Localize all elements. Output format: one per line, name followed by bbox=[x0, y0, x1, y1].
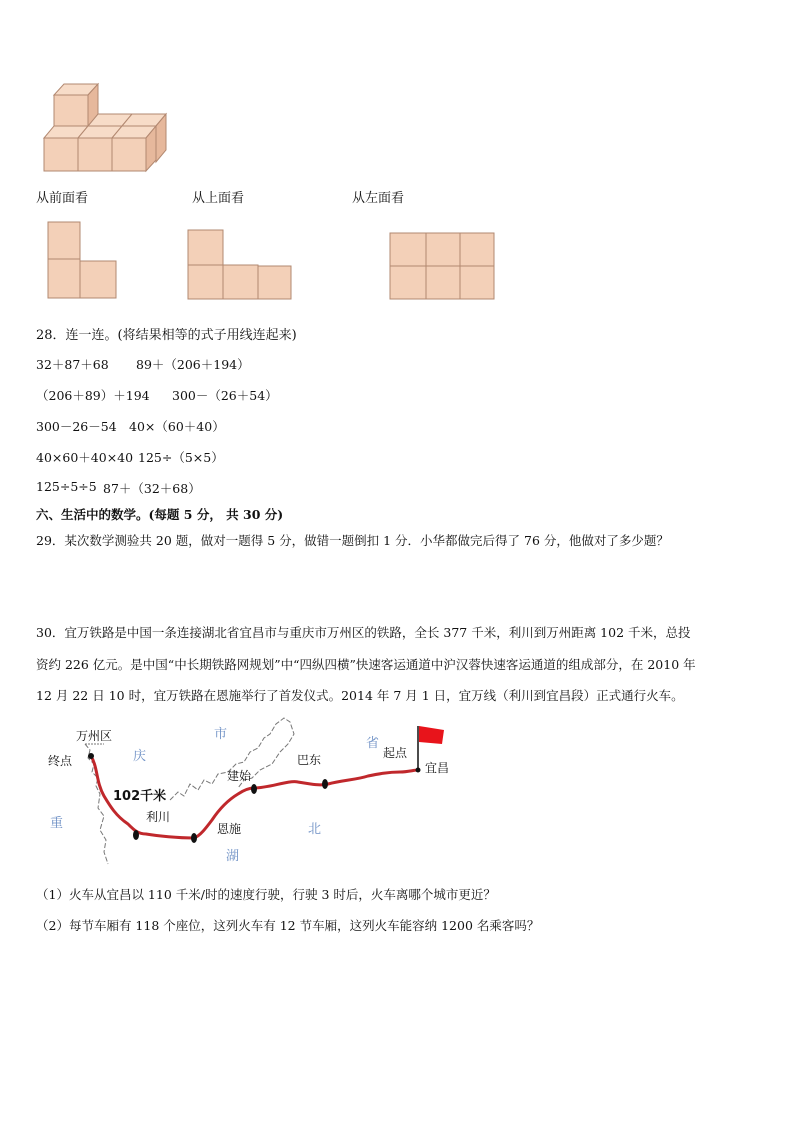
map-label-jianshi: 建始 bbox=[227, 769, 252, 783]
map-label-endpoint: 终点 bbox=[48, 754, 73, 768]
section-6-heading: 六、生活中的数学。(每题 5 分， 共 30 分) bbox=[36, 507, 284, 522]
cube-stack-figure bbox=[0, 0, 794, 200]
station-badong-dot bbox=[322, 779, 328, 789]
q28-right-3: 40×（60＋40） bbox=[129, 419, 225, 434]
map-label-wanzhou: 万州区 bbox=[76, 729, 113, 743]
map-label-lichuan: 利川 bbox=[146, 810, 171, 824]
q29-text: 29．某次数学测验共 20 题，做对一题得 5 分，做错一题倒扣 1 分．小华都做完后得了 76 分，他做对了多少题？ bbox=[36, 533, 669, 548]
boundary-left bbox=[85, 744, 108, 864]
view-top-drawing bbox=[150, 200, 350, 320]
station-lichuan-dot bbox=[133, 830, 139, 840]
q28-right-4: 125÷（5×5） bbox=[138, 450, 224, 465]
boundary-right bbox=[170, 718, 294, 800]
map-label-badong: 巴东 bbox=[297, 753, 322, 767]
view-label-front: 从前面看 bbox=[36, 191, 89, 206]
map-label-hu: 湖 bbox=[226, 849, 240, 864]
view-left-drawing bbox=[350, 200, 550, 320]
q30-sub2: （2）每节车厢有 118 个座位，这列火车有 12 节车厢，这列火车能容纳 1200 名乘客吗？ bbox=[36, 918, 540, 933]
flag-icon bbox=[419, 726, 444, 744]
view-label-top: 从上面看 bbox=[192, 191, 245, 206]
q28-left-1: 32＋87＋68 bbox=[36, 357, 109, 372]
q28-title: 28．连一连。(将结果相等的式子用线连起来) bbox=[36, 328, 297, 343]
cube-3d-drawing bbox=[44, 84, 166, 171]
q28-left-2: （206＋89）＋194 bbox=[36, 388, 150, 403]
map-label-enshi: 恩施 bbox=[217, 822, 242, 836]
station-enshi-dot bbox=[191, 833, 197, 843]
map-label-bei: 北 bbox=[308, 822, 322, 837]
station-jianshi-dot bbox=[251, 784, 257, 794]
map-label-distance: 102千米 bbox=[113, 789, 167, 804]
map-label-sheng: 省 bbox=[366, 736, 380, 751]
q28-right-2: 300－（26＋54） bbox=[172, 388, 278, 403]
map-label-shi: 市 bbox=[214, 727, 228, 742]
map-label-chong: 重 bbox=[50, 816, 64, 831]
q28-left-4: 40×60＋40×40 bbox=[36, 450, 134, 465]
q28-right-1: 89＋（206＋194） bbox=[136, 357, 250, 372]
map-label-qidian: 起点 bbox=[383, 746, 408, 760]
view-label-left: 从左面看 bbox=[352, 191, 405, 206]
q30-text-line1: 30．宜万铁路是中国一条连接湖北省宜昌市与重庆市万州区的铁路，全长 377 千米，利川到万州距离 102 千米，总投 bbox=[36, 625, 691, 640]
map-label-yichang: 宜昌 bbox=[425, 761, 450, 775]
q28-right-5: 87＋（32＋68） bbox=[103, 481, 201, 496]
q30-text-line2: 资约 226 亿元。是中国“中长期铁路网规划”中“四纵四横”快速客运通道中沪汉蓉快速客运通道的组成部分，在 2010 年 bbox=[36, 657, 696, 672]
q28-left-3: 300－26－54 bbox=[36, 419, 117, 434]
q28-left-5: 125÷5÷5 bbox=[36, 479, 97, 494]
map-label-qing: 庆 bbox=[133, 749, 147, 764]
station-wanzhou-dot bbox=[88, 753, 94, 759]
q30-sub1: （1）火车从宜昌以 110 千米/时的速度行驶，行驶 3 时后，火车离哪个城市更近？ bbox=[36, 887, 496, 902]
q30-text-line3: 12 月 22 日 10 时，宜万铁路在恩施举行了首发仪式。2014 年 7 月 1 日，宜万线（利川到宜昌段）正式通行火车。 bbox=[36, 688, 684, 703]
